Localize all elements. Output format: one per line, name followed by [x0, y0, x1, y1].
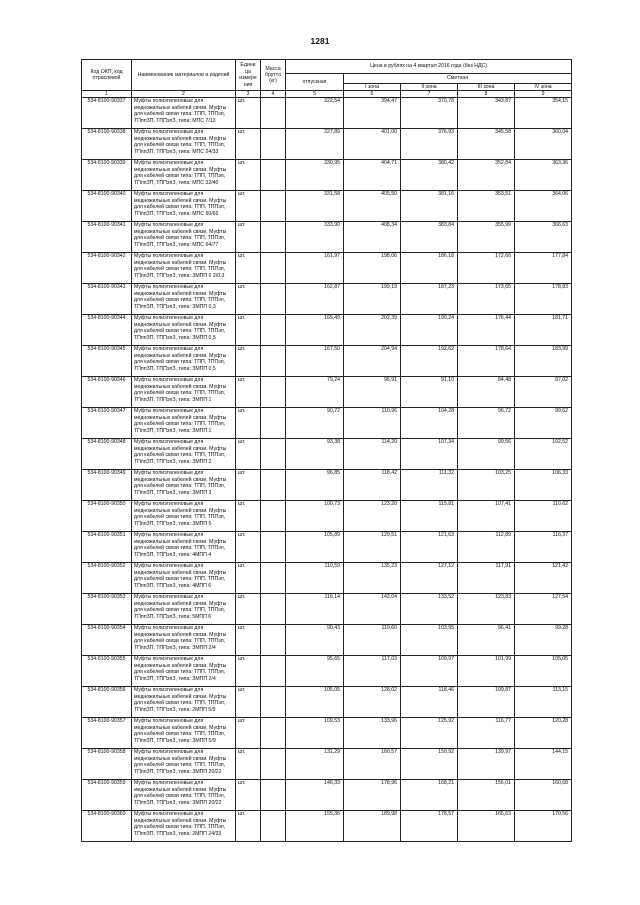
release-price-cell: 165,49 [286, 315, 344, 346]
col-number: 1 [82, 91, 132, 98]
unit-cell: шт. [236, 470, 261, 501]
code-cell: 534-8100-90347 [82, 408, 132, 439]
unit-cell: шт. [236, 377, 261, 408]
code-cell: 534-8100-90359 [82, 780, 132, 811]
table-row [82, 222, 572, 253]
header-zone-4: IV зона [515, 84, 572, 91]
col-number: 2 [132, 91, 236, 98]
table-row [82, 439, 572, 470]
name-text: Муфты полиэтиленовые для медножильных кабелей связи. Муфты для кабелей связи типа: ТПП, ТППэп, ТПппЗП, ТППэпЗ, типа: 2МПП 5/9 [134, 687, 227, 713]
name-cell [132, 563, 236, 594]
code-cell: 534-8100-90351 [82, 532, 132, 563]
zone-1-price-cell: 128,02 [344, 687, 401, 718]
table-row [82, 563, 572, 594]
name-text: Муфты полиэтиленовые для медножильных кабелей связи. Муфты для кабелей связи типа: ТПП, ТППэп, ТПппЗП, ТППэпЗ, типа: ЗМПП 0 2/0,3 [134, 253, 227, 279]
code-cell: 534-8100-90340 [82, 191, 132, 222]
unit-cell: шт. [236, 687, 261, 718]
code-cell: 534-8100-90353 [82, 594, 132, 625]
mass-cell [261, 129, 286, 160]
table-row [82, 532, 572, 563]
zone-4-price-cell: 87,02 [515, 377, 572, 408]
mass-cell [261, 718, 286, 749]
zone-2-price-cell: 91,10 [401, 377, 458, 408]
release-price-cell: 96,85 [286, 470, 344, 501]
zone-2-price-cell: 370,78 [401, 98, 458, 129]
mass-cell [261, 687, 286, 718]
mass-cell [261, 563, 286, 594]
name-text: Муфты полиэтиленовые для медножильных кабелей связи. Муфты для кабелей связи типа: ТПП, ТППэп, ТПппЗП, ТППэпЗ, типа: МПС 24/33 [134, 129, 227, 155]
table-row [82, 284, 572, 315]
zone-3-price-cell: 352,84 [458, 160, 515, 191]
zone-4-price-cell: 99,62 [515, 408, 572, 439]
name-cell [132, 439, 236, 470]
name-cell [132, 594, 236, 625]
table-row [82, 501, 572, 532]
name-cell [132, 160, 236, 191]
zone-3-price-cell: 172,66 [458, 253, 515, 284]
zone-3-price-cell: 96,72 [458, 408, 515, 439]
zone-2-price-cell: 192,62 [401, 346, 458, 377]
code-cell: 534-8100-90348 [82, 439, 132, 470]
zone-1-price-cell: 110,60 [344, 625, 401, 656]
release-price-cell: 155,36 [286, 811, 344, 842]
release-price-cell: 105,05 [286, 687, 344, 718]
code-cell: 534-8100-90346 [82, 377, 132, 408]
release-price-cell: 162,87 [286, 284, 344, 315]
header-mass: Масса брутто (кг) [261, 60, 286, 91]
unit-cell: шт. [236, 811, 261, 842]
name-text: Муфты полиэтиленовые для медножильных кабелей связи. Муфты для кабелей связи типа: ТПП, ТППэп, ТПппЗП, ТППэпЗ, типа: 5МПП 6 [134, 594, 227, 620]
name-cell [132, 377, 236, 408]
release-price-cell: 161,97 [286, 253, 344, 284]
zone-4-price-cell: 99,28 [515, 625, 572, 656]
code-cell: 534-8100-90337 [82, 98, 132, 129]
zone-4-price-cell: 110,62 [515, 501, 572, 532]
name-text: Муфты полиэтиленовые для медножильных кабелей связи. Муфты для кабелей связи типа: ТПП, ТППэп, ТПппЗП, ТППэпЗ, типа: 2МПП 24/33 [134, 811, 227, 837]
table-row [82, 377, 572, 408]
unit-cell: шт. [236, 346, 261, 377]
name-cell [132, 625, 236, 656]
table-row [82, 687, 572, 718]
col-number: 7 [401, 91, 458, 98]
zone-2-price-cell: 168,21 [401, 780, 458, 811]
name-cell [132, 98, 236, 129]
name-cell [132, 129, 236, 160]
release-price-cell: 93,38 [286, 439, 344, 470]
unit-cell: шт. [236, 656, 261, 687]
table-row [82, 346, 572, 377]
zone-1-price-cell: 394,47 [344, 98, 401, 129]
zone-2-price-cell: 186,18 [401, 253, 458, 284]
zone-1-price-cell: 198,06 [344, 253, 401, 284]
mass-cell [261, 191, 286, 222]
mass-cell [261, 284, 286, 315]
table-row [82, 191, 572, 222]
zone-4-price-cell: 181,71 [515, 315, 572, 346]
column-number-row [82, 91, 572, 98]
table-header [82, 60, 572, 98]
code-cell: 534-8100-90338 [82, 129, 132, 160]
release-price-cell: 167,50 [286, 346, 344, 377]
zone-1-price-cell: 110,96 [344, 408, 401, 439]
name-text: Муфты полиэтиленовые для медножильных кабелей связи. Муфты для кабелей связи типа: ТПП, ТППэп, ТПппЗП, ТППэпЗ, типа: ЗМПП 5 [134, 501, 227, 527]
zone-2-price-cell: 383,84 [401, 222, 458, 253]
zone-1-price-cell: 133,96 [344, 718, 401, 749]
header-name: Наименование материалов и изделий [132, 60, 236, 91]
zone-2-price-cell: 178,57 [401, 811, 458, 842]
code-cell: 534-8100-90342 [82, 253, 132, 284]
zone-3-price-cell: 101,99 [458, 656, 515, 687]
release-price-cell: 100,73 [286, 501, 344, 532]
mass-cell [261, 501, 286, 532]
unit-cell: шт. [236, 749, 261, 780]
zone-2-price-cell: 115,81 [401, 501, 458, 532]
mass-cell [261, 222, 286, 253]
zone-1-price-cell: 189,98 [344, 811, 401, 842]
mass-cell [261, 408, 286, 439]
zone-2-price-cell: 380,42 [401, 160, 458, 191]
unit-cell: шт. [236, 98, 261, 129]
zone-3-price-cell: 123,83 [458, 594, 515, 625]
code-cell: 534-8100-90345 [82, 346, 132, 377]
zone-3-price-cell: 343,87 [458, 98, 515, 129]
unit-cell: шт. [236, 253, 261, 284]
zone-3-price-cell: 116,77 [458, 718, 515, 749]
zone-4-price-cell: 121,42 [515, 563, 572, 594]
price-table [81, 59, 572, 842]
name-text: Муфты полиэтиленовые для медножильных кабелей связи. Муфты для кабелей связи типа: ТПП, ТППэп, ТПппЗП, ТППэпЗ, типа: ЗМПП 20/22 [134, 749, 227, 775]
unit-cell: шт. [236, 501, 261, 532]
name-text: Муфты полиэтиленовые для медножильных кабелей связи. Муфты для кабелей связи типа: ТПП, ТППэп, ТПппЗП, ТППэпЗ, типа: ЗМПП 20/22 [134, 780, 227, 806]
zone-4-price-cell: 144,15 [515, 749, 572, 780]
name-cell [132, 470, 236, 501]
code-cell: 534-8100-90344 [82, 315, 132, 346]
zone-4-price-cell: 178,83 [515, 284, 572, 315]
header-zone-2: II зона [401, 84, 458, 91]
name-text: Муфты полиэтиленовые для медножильных кабелей связи. Муфты для кабелей связи типа: ТПП, ТППэп, ТПппЗП, ТППэпЗ, типа: ЗМПП 5/9 [134, 718, 227, 744]
zone-2-price-cell: 187,23 [401, 284, 458, 315]
zone-3-price-cell: 139,97 [458, 749, 515, 780]
name-text: Муфты полиэтиленовые для медножильных кабелей связи. Муфты для кабелей связи типа: ТПП, ТППэп, ТПппЗП, ТППэпЗ, типа: МПС 32/40 [134, 160, 227, 186]
table-row [82, 625, 572, 656]
zone-4-price-cell: 102,52 [515, 439, 572, 470]
mass-cell [261, 253, 286, 284]
unit-cell: шт. [236, 191, 261, 222]
table-row [82, 408, 572, 439]
name-text: Муфты полиэтиленовые для медножильных кабелей связи. Муфты для кабелей связи типа: ТПП, ТППэп, ТПппЗП, ТППэпЗ, типа: ЗМПП 2/4 [134, 656, 227, 682]
mass-cell [261, 780, 286, 811]
release-price-cell: 331,58 [286, 191, 344, 222]
code-cell: 534-8100-90349 [82, 470, 132, 501]
zone-1-price-cell: 199,19 [344, 284, 401, 315]
zone-3-price-cell: 156,01 [458, 780, 515, 811]
zone-4-price-cell: 106,33 [515, 470, 572, 501]
code-cell: 534-8100-90360 [82, 811, 132, 842]
code-cell: 534-8100-90354 [82, 625, 132, 656]
mass-cell [261, 811, 286, 842]
mass-cell [261, 656, 286, 687]
zone-1-price-cell: 401,00 [344, 129, 401, 160]
zone-4-price-cell: 116,37 [515, 532, 572, 563]
release-price-cell: 105,89 [286, 532, 344, 563]
unit-cell: шт. [236, 129, 261, 160]
unit-cell: шт. [236, 718, 261, 749]
zone-1-price-cell: 135,23 [344, 563, 401, 594]
zone-1-price-cell: 117,03 [344, 656, 401, 687]
zone-3-price-cell: 345,58 [458, 129, 515, 160]
mass-cell [261, 470, 286, 501]
unit-cell: шт. [236, 439, 261, 470]
zone-4-price-cell: 127,54 [515, 594, 572, 625]
name-cell [132, 253, 236, 284]
release-price-cell: 330,95 [286, 160, 344, 191]
mass-cell [261, 625, 286, 656]
name-cell [132, 780, 236, 811]
zone-4-price-cell: 183,99 [515, 346, 572, 377]
zone-2-price-cell: 109,97 [401, 656, 458, 687]
release-price-cell: 146,33 [286, 780, 344, 811]
zone-2-price-cell: 376,93 [401, 129, 458, 160]
table-row [82, 594, 572, 625]
zone-1-price-cell: 204,94 [344, 346, 401, 377]
zone-3-price-cell: 109,87 [458, 687, 515, 718]
zone-4-price-cell: 366,63 [515, 222, 572, 253]
table-row [82, 470, 572, 501]
col-number: 4 [261, 91, 286, 98]
header-estimate: Сметная [344, 74, 572, 84]
zone-4-price-cell: 160,68 [515, 780, 572, 811]
zone-4-price-cell: 170,56 [515, 811, 572, 842]
zone-2-price-cell: 107,34 [401, 439, 458, 470]
zone-2-price-cell: 111,32 [401, 470, 458, 501]
col-number: 3 [236, 91, 261, 98]
table-body [82, 98, 572, 842]
table-row [82, 253, 572, 284]
zone-4-price-cell: 363,36 [515, 160, 572, 191]
unit-cell: шт. [236, 594, 261, 625]
col-number: 5 [286, 91, 344, 98]
zone-4-price-cell: 354,15 [515, 98, 572, 129]
zone-1-price-cell: 405,50 [344, 191, 401, 222]
name-cell [132, 501, 236, 532]
name-text: Муфты полиэтиленовые для медножильных кабелей связи. Муфты для кабелей связи типа: ТПП, ТППэп, ТПппЗП, ТППэпЗ, типа: ЗМПП 2 [134, 439, 227, 465]
unit-cell: шт. [236, 780, 261, 811]
zone-3-price-cell: 107,41 [458, 501, 515, 532]
name-text: Муфты полиэтиленовые для медножильных кабелей связи. Муфты для кабелей связи типа: ТПП, ТППэп, ТПппЗП, ТППэпЗ, типа: 4МПП 6 [134, 563, 227, 589]
col-number: 8 [458, 91, 515, 98]
unit-cell: шт. [236, 408, 261, 439]
zone-1-price-cell: 114,20 [344, 439, 401, 470]
table-row [82, 315, 572, 346]
header-code: Код ОКП, код отраслевой [82, 60, 132, 91]
zone-1-price-cell: 202,39 [344, 315, 401, 346]
zone-3-price-cell: 117,91 [458, 563, 515, 594]
name-text: Муфты полиэтиленовые для медножильных кабелей связи. Муфты для кабелей связи типа: ТПП, ТППэп, ТПппЗП, ТППэпЗ, типа: МПС 64/77 [134, 222, 227, 248]
release-price-cell: 90,43 [286, 625, 344, 656]
code-cell: 534-8100-90339 [82, 160, 132, 191]
unit-cell: шт. [236, 160, 261, 191]
zone-4-price-cell: 120,28 [515, 718, 572, 749]
name-cell [132, 315, 236, 346]
zone-2-price-cell: 381,16 [401, 191, 458, 222]
name-text: Муфты полиэтиленовые для медножильных кабелей связи. Муфты для кабелей связи типа: ТПП, ТППэп, ТПппЗП, ТППэпЗ, типа: МПС 60/66 [134, 191, 227, 217]
name-cell [132, 191, 236, 222]
name-cell [132, 749, 236, 780]
zone-3-price-cell: 173,65 [458, 284, 515, 315]
col-number: 9 [515, 91, 572, 98]
header-zone-1: I зона [344, 84, 401, 91]
zone-2-price-cell: 121,63 [401, 532, 458, 563]
header-unit: Едини ца измере ния [236, 60, 261, 91]
zone-1-price-cell: 96,91 [344, 377, 401, 408]
table-row [82, 129, 572, 160]
code-cell: 534-8100-90356 [82, 687, 132, 718]
zone-2-price-cell: 104,28 [401, 408, 458, 439]
name-text: Муфты полиэтиленовые для медножильных кабелей связи. Муфты для кабелей связи типа: ТПП, ТППэп, ТПппЗП, ТППэпЗ, типа: ЗМПП 3 [134, 470, 227, 496]
name-text: Муфты полиэтиленовые для медножильных кабелей связи. Муфты для кабелей связи типа: ТПП, ТППэп, ТПппЗП, ТППэпЗ, типа: ЗМПП 0,3 [134, 284, 227, 310]
name-cell [132, 346, 236, 377]
unit-cell: шт. [236, 625, 261, 656]
header-release: отпускная [286, 74, 344, 91]
name-text: Муфты полиэтиленовые для медножильных кабелей связи. Муфты для кабелей связи типа: ТПП, ТППэп, ТПппЗП, ТППэпЗ, типа: ЗМПП 0,5 [134, 315, 227, 341]
zone-2-price-cell: 133,52 [401, 594, 458, 625]
table-row [82, 656, 572, 687]
table-row [82, 780, 572, 811]
zone-4-price-cell: 364,06 [515, 191, 572, 222]
header-zone-3: III зона [458, 84, 515, 91]
zone-2-price-cell: 127,12 [401, 563, 458, 594]
zone-1-price-cell: 408,34 [344, 222, 401, 253]
zone-3-price-cell: 176,44 [458, 315, 515, 346]
code-cell: 534-8100-90355 [82, 656, 132, 687]
zone-3-price-cell: 353,51 [458, 191, 515, 222]
name-text: Муфты полиэтиленовые для медножильных кабелей связи. Муфты для кабелей связи типа: ТПП, ТППэп, ТПппЗП, ТППэпЗ, типа: ЗМПП 1 [134, 408, 227, 434]
name-text: Муфты полиэтиленовые для медножильных кабелей связи. Муфты для кабелей связи типа: ТПП, ТППэп, ТПппЗП, ТППэпЗ, типа: ЗМПП 2/4 [134, 625, 227, 651]
release-price-cell: 131,29 [286, 749, 344, 780]
name-cell [132, 811, 236, 842]
zone-2-price-cell: 150,92 [401, 749, 458, 780]
zone-1-price-cell: 129,51 [344, 532, 401, 563]
zone-3-price-cell: 103,25 [458, 470, 515, 501]
mass-cell [261, 98, 286, 129]
mass-cell [261, 377, 286, 408]
code-cell: 534-8100-90350 [82, 501, 132, 532]
zone-3-price-cell: 96,41 [458, 625, 515, 656]
unit-cell: шт. [236, 284, 261, 315]
table-row [82, 98, 572, 129]
name-text: Муфты полиэтиленовые для медножильных кабелей связи. Муфты для кабелей связи типа: ТПП, ТППэп, ТПппЗП, ТППэпЗ, типа: ЗМПП 1 [134, 377, 227, 403]
name-cell [132, 718, 236, 749]
release-price-cell: 322,54 [286, 98, 344, 129]
table-row [82, 160, 572, 191]
zone-1-price-cell: 118,42 [344, 470, 401, 501]
mass-cell [261, 594, 286, 625]
zone-3-price-cell: 165,63 [458, 811, 515, 842]
release-price-cell: 116,14 [286, 594, 344, 625]
name-cell [132, 408, 236, 439]
unit-cell: шт. [236, 532, 261, 563]
zone-1-price-cell: 123,20 [344, 501, 401, 532]
name-cell [132, 656, 236, 687]
code-cell: 534-8100-90341 [82, 222, 132, 253]
unit-cell: шт. [236, 563, 261, 594]
zone-1-price-cell: 160,57 [344, 749, 401, 780]
mass-cell [261, 749, 286, 780]
release-price-cell: 327,89 [286, 129, 344, 160]
name-cell [132, 532, 236, 563]
zone-4-price-cell: 360,04 [515, 129, 572, 160]
mass-cell [261, 346, 286, 377]
zone-2-price-cell: 118,46 [401, 687, 458, 718]
name-text: Муфты полиэтиленовые для медножильных кабелей связи. Муфты для кабелей связи типа: ТПП, ТППэп, ТПппЗП, ТППэпЗ, типа: МПС 7/13 [134, 98, 227, 124]
zone-3-price-cell: 112,89 [458, 532, 515, 563]
unit-cell: шт. [236, 222, 261, 253]
table-row [82, 718, 572, 749]
name-text: Муфты полиэтиленовые для медножильных кабелей связи. Муфты для кабелей связи типа: ТПП, ТППэп, ТПппЗП, ТППэпЗ, типа: 4МПП 4 [134, 532, 227, 558]
name-cell [132, 284, 236, 315]
zone-1-price-cell: 404,71 [344, 160, 401, 191]
zone-4-price-cell: 105,05 [515, 656, 572, 687]
mass-cell [261, 439, 286, 470]
name-text: Муфты полиэтиленовые для медножильных кабелей связи. Муфты для кабелей связи типа: ТПП, ТППэп, ТПппЗП, ТППэпЗ, типа: ЗМПП 0,5 [134, 346, 227, 372]
release-price-cell: 110,59 [286, 563, 344, 594]
zone-2-price-cell: 190,24 [401, 315, 458, 346]
release-price-cell: 95,65 [286, 656, 344, 687]
zone-4-price-cell: 113,15 [515, 687, 572, 718]
release-price-cell: 79,24 [286, 377, 344, 408]
code-cell: 534-8100-90357 [82, 718, 132, 749]
release-price-cell: 90,72 [286, 408, 344, 439]
zone-3-price-cell: 99,56 [458, 439, 515, 470]
zone-4-price-cell: 177,84 [515, 253, 572, 284]
header-price-group: Цена в рублях на 4 квартал 2016 года (без НДС) [286, 60, 572, 74]
table-row [82, 749, 572, 780]
table-row [82, 811, 572, 842]
release-price-cell: 109,53 [286, 718, 344, 749]
page-number: 1281 [310, 36, 330, 46]
zone-3-price-cell: 355,99 [458, 222, 515, 253]
zone-2-price-cell: 125,92 [401, 718, 458, 749]
zone-2-price-cell: 103,95 [401, 625, 458, 656]
zone-1-price-cell: 178,96 [344, 780, 401, 811]
code-cell: 534-8100-90358 [82, 749, 132, 780]
col-number: 6 [344, 91, 401, 98]
code-cell: 534-8100-90343 [82, 284, 132, 315]
zone-1-price-cell: 142,04 [344, 594, 401, 625]
release-price-cell: 333,90 [286, 222, 344, 253]
code-cell: 534-8100-90352 [82, 563, 132, 594]
name-cell [132, 687, 236, 718]
unit-cell: шт. [236, 315, 261, 346]
mass-cell [261, 160, 286, 191]
mass-cell [261, 532, 286, 563]
mass-cell [261, 315, 286, 346]
name-cell [132, 222, 236, 253]
zone-3-price-cell: 84,48 [458, 377, 515, 408]
zone-3-price-cell: 178,64 [458, 346, 515, 377]
